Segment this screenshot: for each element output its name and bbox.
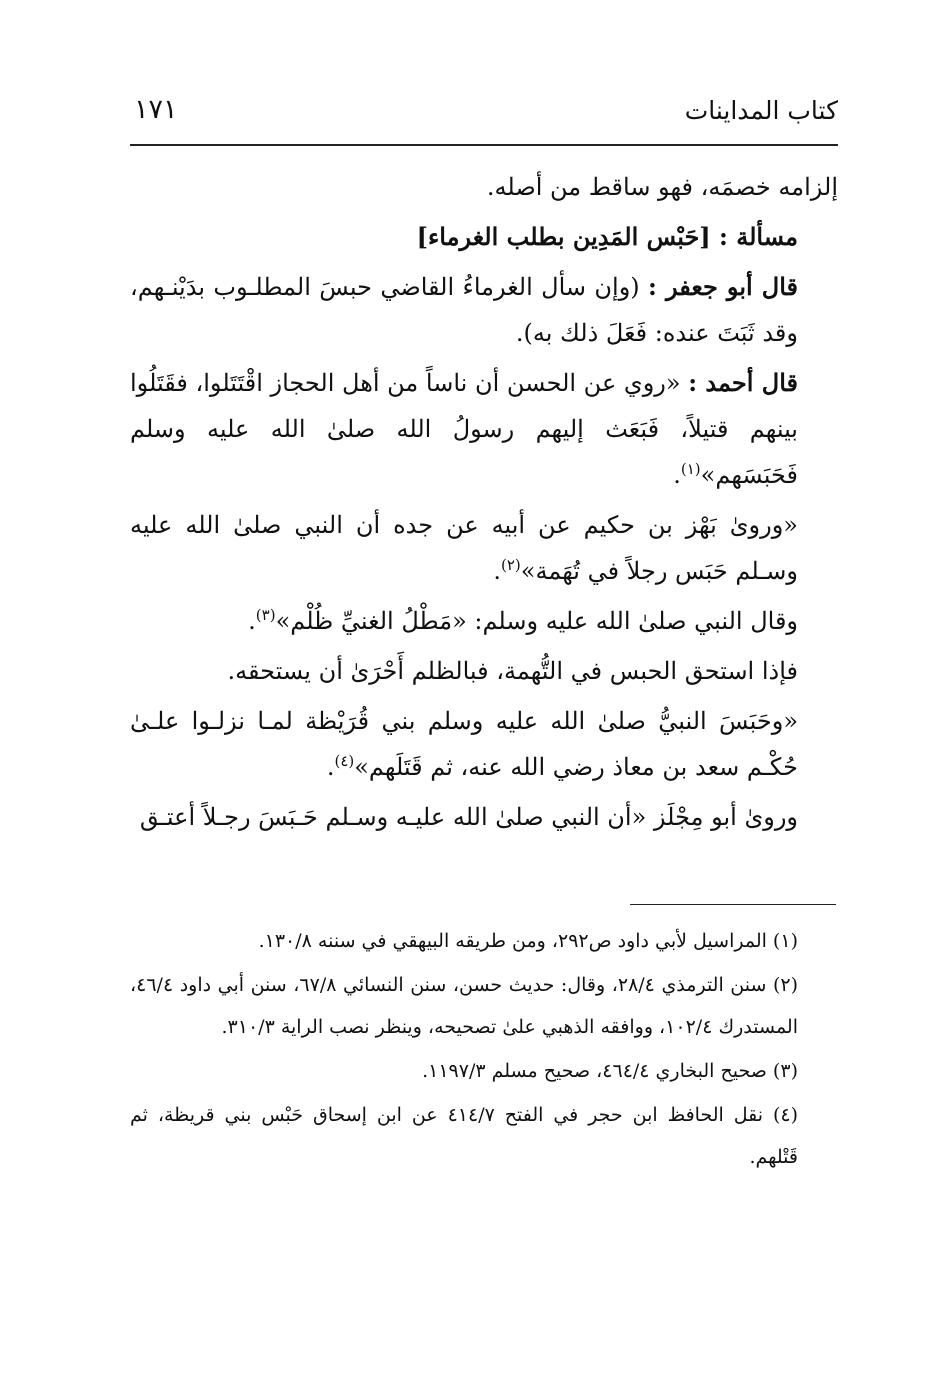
page-number: ١٧١ (134, 94, 178, 125)
heading-label: مسألة : (719, 222, 798, 251)
paragraph (130, 794, 838, 840)
paragraph-text: وروىٰ أبو مِجْلَز «أن النبي صلىٰ الله عليـه وسـلم حَـبَسَ رجـلاً أعتـق (139, 803, 798, 831)
paragraph: قال أحمد : «روي عن الحسن أن ناساً من أهل الحجاز اقْتَتَلوا، فقَتَلُوا بينهم قتيلاً، فَبَعَث إليهم رسولُ الله صلىٰ الله عليه وسلم فَحَبَسَهم»$^{(١)}$. (130, 368, 798, 489)
section-heading (130, 214, 838, 260)
paragraph-text: إلزامه خصمَه، فهو ساقط من أصله. (486, 173, 838, 201)
footnote: (٣) صحيح البخاري ٤٦٤/٤، صحيح مسلم ١١٩٧/٣. (422, 1060, 798, 1082)
running-header (130, 90, 838, 138)
footnote-ref[interactable]: (٣) (255, 606, 276, 624)
footnote: (٢) سنن الترمذي ٢٨/٤، وقال: حديث حسن، سنن النسائي ٦٧/٨، سنن أبي داود ٤٦/٤، المستدرك ١٠٢/٤، ووافقه الذهبي علىٰ تصحيحه، وينظر نصب الراية ٣١٠/٣. (130, 974, 799, 1038)
footnote-ref[interactable]: (٤) (334, 752, 355, 770)
paragraph-text: (وإن سأل الغرماءُ القاضي حبسَ المطلـوب بدَيْنـهم، وقد ثَبَتَ عنده: فَعَلَ ذلك به). (130, 273, 798, 347)
paragraph-text: «وحَبَسَ النبيُّ صلىٰ الله عليه وسلم بني قُرَيْظة لمـا نزلـوا علـىٰ حُكْـم سعد بن معاذ رضي الله عنه، ثم قَتَلَهم» (130, 707, 798, 781)
paragraph: وقال النبي صلىٰ الله عليه وسلم: «مَطْلُ الغنيِّ ظُلْم»$^{(٣)}$. (248, 606, 798, 635)
paragraph-text: «روي عن الحسن أن ناساً من أهل الحجاز اقْتَتَلوا، فقَتَلُوا بينهم قتيلاً، فَبَعَث إليهم رسولُ الله صلىٰ الله عليه وسلم فَحَبَسَهم» (130, 369, 798, 489)
footnote-ref[interactable]: (٢) (500, 556, 521, 574)
header-rule (130, 144, 838, 146)
footnote: (٤) نقل الحافظ ابن حجر في الفتح ٤١٤/٧ عن ابن إسحاق حَبْس بني قريظة، ثم قَتْلهم. (130, 1104, 799, 1168)
paragraph: «وحَبَسَ النبيُّ صلىٰ الله عليه وسلم بني قُرَيْظة لمـا نزلـوا علـىٰ حُكْـم سعد بن معاذ رضي الله عنه، ثم قَتَلَهم»$^{(٤)}$. (130, 707, 798, 781)
footnotes (130, 920, 838, 1180)
footnote: (١) المراسيل لأبي داود ص٢٩٢، ومن طريقه البيهقي في سننه ١٣٠/٨. (258, 930, 798, 952)
book-title: كتاب المداينات (684, 96, 838, 125)
footnote-rule (630, 904, 836, 905)
heading-text: [حَبْس المَدِين بطلب الغرماء] (416, 222, 711, 251)
speaker: قال أبو جعفر : (648, 272, 798, 301)
paragraph-text: «وروىٰ بَهْز بن حكيم عن أبيه عن جده أن النبي صلىٰ الله عليه وسـلم حَبَس رجلاً في تُهَمة» (130, 511, 798, 585)
paragraph-text: وقال النبي صلىٰ الله عليه وسلم: «مَطْلُ الغنيِّ ظُلْم» (275, 607, 798, 635)
paragraph (130, 264, 838, 356)
paragraph: «وروىٰ بَهْز بن حكيم عن أبيه عن جده أن النبي صلىٰ الله عليه وسـلم حَبَس رجلاً في تُهَمة»$^{(٢)}$. (130, 511, 798, 585)
footnote-ref[interactable]: (١) (680, 460, 701, 478)
main-text (130, 164, 838, 844)
speaker: قال أحمد : (688, 368, 798, 397)
paragraph (130, 648, 838, 694)
paragraph (130, 164, 838, 210)
paragraph-text: فإذا استحق الحبس في التُّهمة، فبالظلم أَحْرَىٰ أن يستحقه. (227, 657, 798, 685)
